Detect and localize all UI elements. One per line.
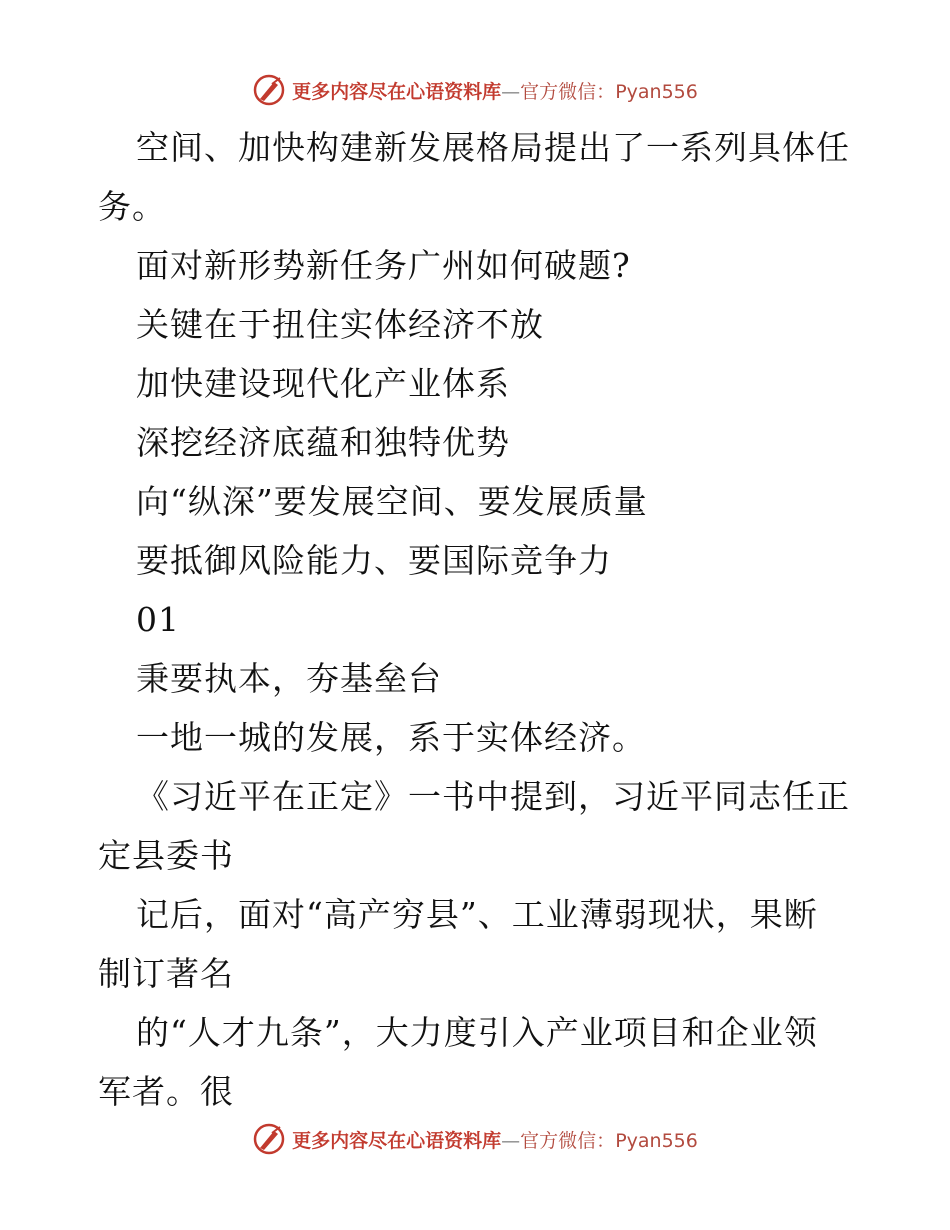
header-banner-wechat-label: 官方微信： xyxy=(520,80,616,103)
document-body xyxy=(98,118,858,1121)
body-line: 加快建设现代化产业体系 xyxy=(136,364,510,403)
header-banner xyxy=(0,68,950,112)
section-number: 01 xyxy=(136,600,180,639)
body-line: 制订著名 xyxy=(98,954,234,993)
body-line: 军者。很 xyxy=(98,1072,234,1111)
body-line: 要抵御风险能力、要国际竞争力 xyxy=(136,541,612,580)
section-heading: 秉要执本，夯基垒台 xyxy=(136,659,442,698)
body-line: 空间、加快构建新发展格局提出了一系列具体任 xyxy=(136,128,850,167)
footer-banner xyxy=(0,1117,950,1161)
body-line: 的“人才九条”，大力度引入产业项目和企业领 xyxy=(136,1013,818,1052)
header-banner-separator: — xyxy=(501,80,521,103)
body-line: 深挖经济底蕴和独特优势 xyxy=(136,423,510,462)
quill-logo-icon xyxy=(252,73,286,107)
header-banner-main-text: 更多内容尽在心语资料库 xyxy=(292,80,502,103)
footer-banner-text xyxy=(292,1126,698,1153)
footer-banner-wechat-label: 官方微信： xyxy=(520,1129,616,1152)
footer-banner-wechat-id: Pyan556 xyxy=(615,1129,698,1152)
body-line: 面对新形势新任务广州如何破题? xyxy=(136,246,631,285)
body-line: 记后，面对“高产穷县”、工业薄弱现状，果断 xyxy=(136,895,818,934)
body-line: 一地一城的发展，系于实体经济。 xyxy=(136,718,646,757)
footer-banner-main-text: 更多内容尽在心语资料库 xyxy=(292,1129,502,1152)
body-line: 向“纵深”要发展空间、要发展质量 xyxy=(136,482,648,521)
header-banner-wechat-id: Pyan556 xyxy=(615,80,698,103)
body-line: 定县委书 xyxy=(98,836,234,875)
body-line: 务。 xyxy=(98,187,166,226)
footer-banner-separator: — xyxy=(501,1129,521,1152)
quill-logo-icon xyxy=(252,1122,286,1156)
body-line: 关键在于扭住实体经济不放 xyxy=(136,305,544,344)
header-banner-text xyxy=(292,77,698,104)
body-line: 《习近平在正定》一书中提到，习近平同志任正 xyxy=(136,777,850,816)
